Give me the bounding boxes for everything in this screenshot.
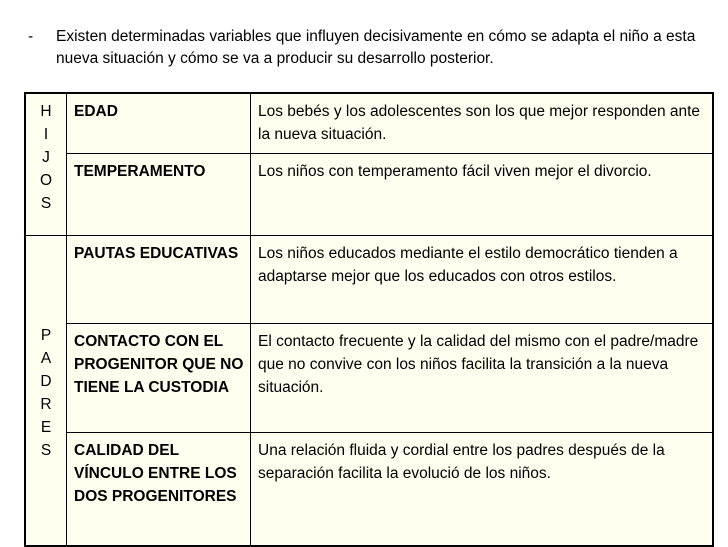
group-letter: I: [43, 126, 49, 143]
table-row: [25, 93, 713, 154]
variable-label: CONTACTO CON EL PROGENITOR QUE NO TIENE LA CUSTODIA: [67, 324, 251, 433]
table-row: [25, 324, 713, 433]
variable-label: PAUTAS EDUCATIVAS: [67, 236, 251, 324]
table-row: [25, 433, 713, 547]
variables-table: [24, 92, 714, 547]
bullet-dash: -: [28, 28, 34, 45]
table-row: [25, 236, 713, 324]
group-padres: [25, 236, 67, 547]
group-letter: R: [40, 396, 52, 413]
variable-description: Los niños educados mediante el estilo democrático tienden a adaptarse mejor que los educados con otros estilos.: [251, 236, 714, 324]
table-row: [25, 154, 713, 236]
group-letter: S: [40, 195, 52, 212]
group-letter: P: [40, 327, 52, 344]
group-letter: J: [42, 149, 50, 166]
group-letter: O: [39, 172, 53, 189]
group-letter: D: [40, 373, 52, 390]
variable-description: Los niños con temperamento fácil viven mejor el divorcio.: [251, 154, 714, 236]
variable-label: EDAD: [67, 93, 251, 154]
intro-text: Existen determinadas variables que influyen decisivamente en cómo se adapta el niño a esta nueva situación y cómo se va a producir su desarrollo posterior.: [56, 28, 696, 67]
intro-paragraph: [28, 26, 708, 70]
group-letter: E: [40, 419, 52, 436]
variable-description: Los bebés y los adolescentes son los que mejor responden ante la nueva situación.: [251, 93, 714, 154]
group-hijos: [25, 93, 67, 236]
variable-description: El contacto frecuente y la calidad del mismo con el padre/madre que no convive con los niños facilita la transición a la nueva situación.: [251, 324, 714, 433]
group-letter: S: [40, 442, 52, 459]
group-letter: H: [40, 103, 52, 120]
variable-label: TEMPERAMENTO: [67, 154, 251, 236]
group-letter: A: [40, 350, 52, 367]
variable-label: CALIDAD DEL VÍNCULO ENTRE LOS DOS PROGENITORES: [67, 433, 251, 547]
variable-description: Una relación fluida y cordial entre los padres después de la separación facilita la evolució de los niños.: [251, 433, 714, 547]
